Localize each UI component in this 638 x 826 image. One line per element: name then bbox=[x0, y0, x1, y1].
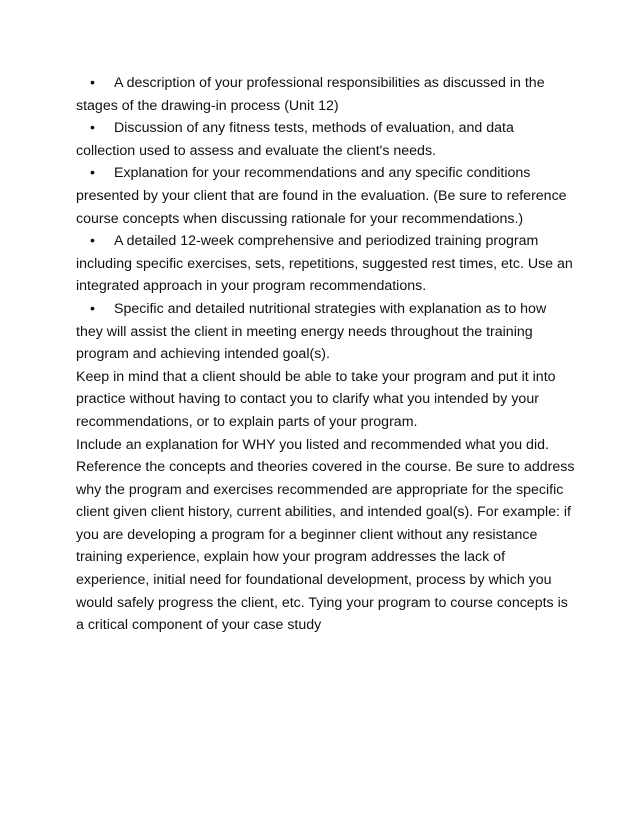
bullet-glyph: • bbox=[90, 300, 95, 317]
bullet-glyph: • bbox=[90, 120, 95, 137]
bullet-item-nutrition bbox=[76, 298, 576, 366]
bullet-item-responsibilities bbox=[76, 72, 576, 117]
paragraph-keep-in-mind: Keep in mind that a client should be able to take your program and put it into practice without having to contact you to clarify what you intended by your recommendations, or to explain parts of your program. bbox=[76, 368, 556, 430]
bullet-text: Explanation for your recommendations and any specific conditions presented by your client that are found in the evaluation. (Be sure to reference course concepts when discussing rationale for your recommendations.) bbox=[76, 165, 567, 227]
paragraph-explanation-why: Include an explanation for WHY you listed and recommended what you did. Reference the concepts and theories covered in the course. Be sure to address why the program and exercises recommended are appropriate for the specific client given client history, current abilities, and intended goal(s). For example: if you are developing a program for a beginner client without any resistance training experience, explain how your program addresses the lack of experience, initial need for foundational development, process by which you would safely progress the client, etc. Tying your program to course concepts is a critical component of your case study bbox=[76, 436, 575, 634]
bullet-text: Specific and detailed nutritional strategies with explanation as to how they will assist the client in meeting energy needs throughout the training program and achieving intended goal(s). bbox=[76, 300, 547, 363]
bullet-item-training-program bbox=[76, 230, 576, 298]
bullet-glyph: • bbox=[90, 75, 95, 91]
document-body bbox=[76, 72, 576, 637]
bullet-text: A description of your professional responsibilities as discussed in the stages of the drawing-in process (Unit 12) bbox=[76, 75, 545, 114]
bullet-text: Discussion of any fitness tests, methods of evaluation, and data collection used to assess and evaluate the client's needs. bbox=[76, 120, 514, 159]
bullet-item-recommendations bbox=[76, 162, 576, 230]
bullet-item-fitness-tests bbox=[76, 117, 576, 162]
bullet-glyph: • bbox=[90, 165, 95, 182]
bullet-text: A detailed 12-week comprehensive and periodized training program including specific exercises, sets, repetitions, suggested rest times, etc. Use an integrated approach in your program recommendations. bbox=[76, 233, 573, 295]
bullet-glyph: • bbox=[90, 233, 95, 250]
